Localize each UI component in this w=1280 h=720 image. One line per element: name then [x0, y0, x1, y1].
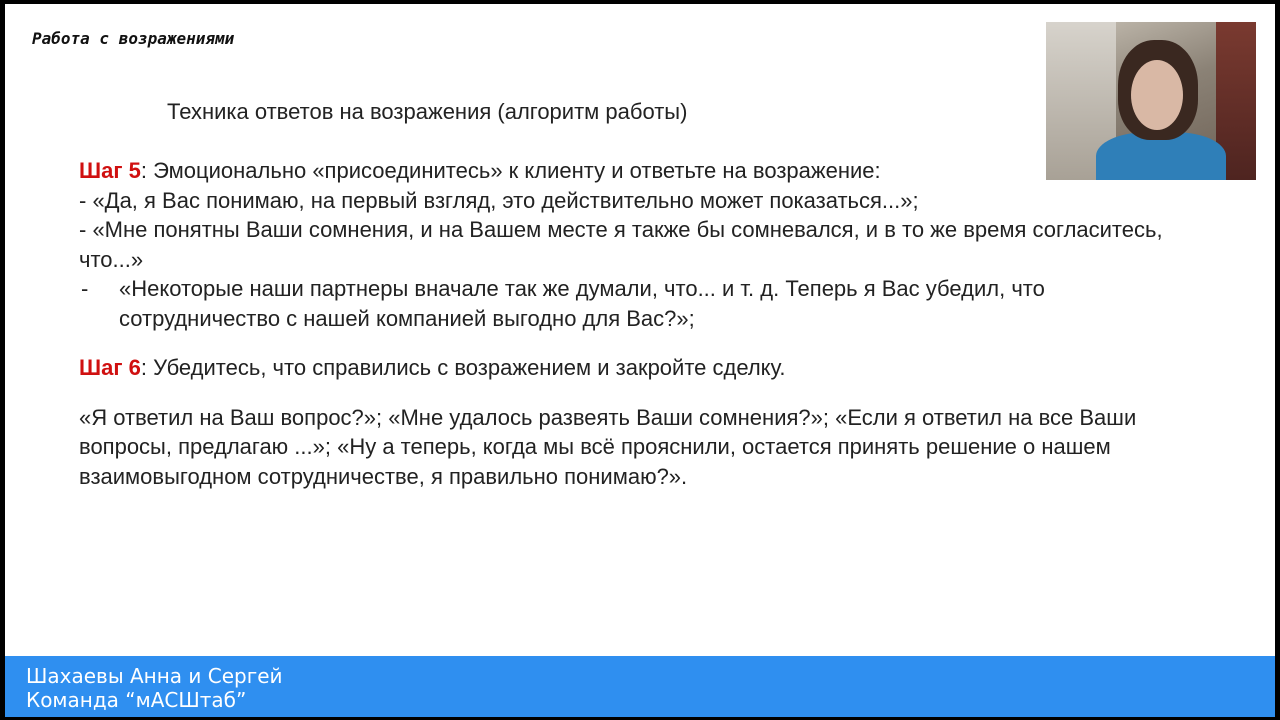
- footer-authors: Шахаевы Анна и Сергей: [26, 664, 283, 688]
- slide-heading: Техника ответов на возражения (алгоритм работы): [167, 99, 688, 124]
- step6-paragraph: [79, 353, 1179, 383]
- bullet-text: «Некоторые наши партнеры вначале так же думали, что... и т. д. Теперь я Вас убедил, что сотрудничество с нашей компанией выгодно для Вас?»;: [119, 276, 1045, 331]
- step5-line-2: - «Мне понятны Ваши сомнения, и на Вашем месте я также бы сомневался, и в то же время согласитесь, что...»: [79, 217, 1163, 272]
- closing-paragraph: «Я ответил на Ваш вопрос?»; «Мне удалось развеять Ваши сомнения?»; «Если я ответил на все Ваши вопросы, предлагаю ...»; «Ну а теперь, когда мы всё прояснили, остается принять решение о нашем взаимовыгодном сотрудничестве, я правильно понимаю?».: [79, 404, 1137, 489]
- step5-label: Шаг 5: [79, 158, 141, 183]
- bullet-dash: -: [81, 276, 89, 301]
- footer-team: Команда “мАСШтаб”: [26, 688, 247, 712]
- step5-line-1: - «Да, я Вас понимаю, на первый взгляд, это действительно может показаться...»;: [79, 187, 919, 213]
- step6-label: Шаг 6: [79, 355, 141, 380]
- presenter-face: [1131, 60, 1183, 130]
- webcam-video: [1046, 22, 1256, 180]
- step6-text: : Убедитесь, что справились с возражением и закройте сделку.: [140, 355, 786, 380]
- step5-bullet: [79, 274, 1179, 333]
- footer-bar: [5, 656, 1275, 717]
- slide-body: [79, 156, 1179, 491]
- step5-text: : Эмоционально «присоединитесь» к клиенту и ответьте на возражение:: [140, 158, 881, 183]
- section-title: Работа с возражениями: [32, 29, 235, 48]
- step5-paragraph: [79, 156, 1179, 186]
